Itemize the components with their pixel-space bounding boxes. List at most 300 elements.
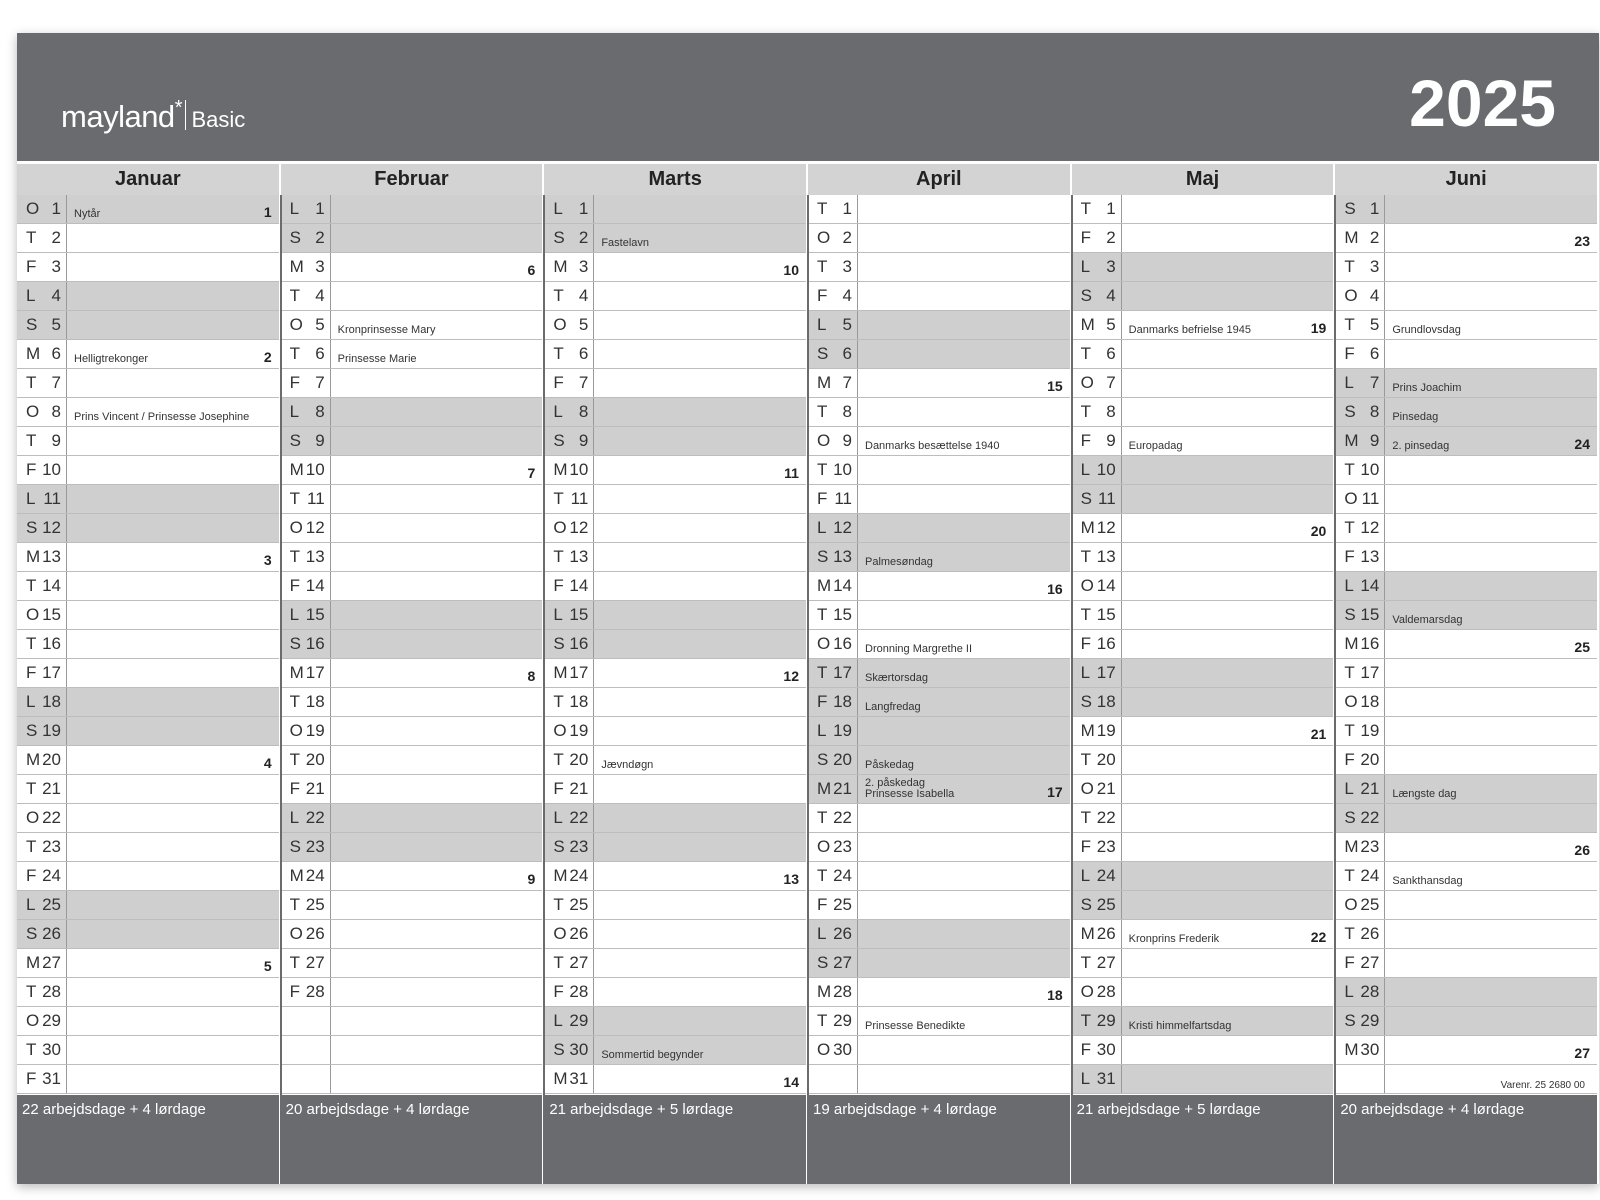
event-cell	[67, 311, 279, 339]
weekday-letter: T	[553, 286, 564, 305]
event-cell	[1122, 717, 1334, 745]
date-cell	[281, 1065, 331, 1093]
weekday-letter: M	[289, 460, 304, 479]
event-cell	[594, 978, 806, 1006]
day-row	[17, 369, 279, 398]
day-number: 15	[1360, 605, 1380, 624]
event-cell	[331, 1036, 543, 1064]
day-row	[1335, 253, 1597, 282]
day-row	[544, 224, 806, 253]
date-cell	[808, 282, 858, 310]
date-cell	[17, 891, 67, 919]
date-cell	[1072, 630, 1122, 658]
day-row	[17, 688, 279, 717]
event-cell	[1122, 195, 1334, 223]
day-number: 10	[1096, 460, 1116, 479]
date-cell	[544, 282, 594, 310]
event-cell	[858, 224, 1070, 252]
day-row	[281, 920, 543, 949]
weekday-letter: T	[817, 808, 828, 827]
day-row	[17, 311, 279, 340]
day-number: 3	[1106, 257, 1116, 276]
day-number: 6	[1106, 344, 1116, 363]
date-cell	[544, 514, 594, 542]
day-number: 7	[315, 373, 325, 392]
day-row	[17, 601, 279, 630]
weekday-letter: M	[553, 460, 568, 479]
day-number: 18	[833, 692, 852, 711]
weekday-letter: T	[289, 895, 301, 914]
date-cell	[544, 601, 594, 629]
date-cell	[544, 195, 594, 223]
day-number: 20	[42, 750, 61, 769]
day-number: 5	[51, 315, 61, 334]
day-number: 5	[578, 315, 589, 334]
event-cell	[67, 804, 279, 832]
date-cell	[17, 195, 67, 223]
weekday-letter: F	[26, 460, 37, 479]
workday-summary: 20 arbejdsdage + 4 lørdage	[1340, 1101, 1525, 1118]
week-number: 4	[263, 755, 272, 771]
event-cell	[858, 485, 1070, 513]
event-cell	[594, 601, 806, 629]
date-cell	[544, 833, 594, 861]
day-number: 26	[305, 924, 325, 943]
event-cell	[331, 630, 543, 658]
month-column	[1072, 161, 1334, 1184]
day-row	[1072, 746, 1334, 775]
date-cell	[544, 978, 594, 1006]
day-row	[808, 514, 1070, 543]
day-number: 11	[1098, 489, 1116, 508]
date-cell	[1335, 311, 1385, 339]
day-row	[1335, 659, 1597, 688]
event-text: Danmarks besættelse 1940	[865, 440, 1000, 452]
event-cell	[858, 1065, 1070, 1093]
weekday-letter: T	[817, 1011, 828, 1030]
weekday-letter: T	[1344, 866, 1355, 885]
date-cell	[1335, 224, 1385, 252]
day-row	[544, 978, 806, 1007]
date-cell	[808, 369, 858, 397]
event-cell	[594, 485, 806, 513]
weekday-letter: S	[1344, 1011, 1356, 1030]
day-row	[281, 1036, 543, 1065]
column-divider	[280, 195, 282, 1184]
day-row	[1335, 1036, 1597, 1065]
event-cell	[1385, 659, 1597, 687]
day-row	[1072, 688, 1334, 717]
day-number: 24	[42, 866, 61, 885]
day-number: 18	[1096, 692, 1116, 711]
day-row	[281, 775, 543, 804]
date-cell	[281, 1036, 331, 1064]
event-cell	[1385, 717, 1597, 745]
day-number: 9	[842, 431, 852, 450]
event-cell	[1122, 514, 1334, 542]
day-row	[17, 891, 279, 920]
weekday-letter: F	[1080, 228, 1092, 247]
week-number: 24	[1574, 436, 1590, 452]
day-row	[1072, 398, 1334, 427]
event-cell	[858, 804, 1070, 832]
column-divider	[1334, 195, 1336, 1184]
event-cell	[1122, 630, 1334, 658]
weekday-letter: F	[26, 663, 37, 682]
weekday-letter: T	[1344, 663, 1355, 682]
date-cell	[1335, 195, 1385, 223]
date-cell	[1335, 804, 1385, 832]
day-number: 17	[833, 663, 852, 682]
day-row	[1335, 195, 1597, 224]
event-text: Længste dag	[1392, 788, 1457, 800]
week-number: 23	[1574, 233, 1590, 249]
weekday-letter: F	[1344, 750, 1355, 769]
date-cell	[17, 398, 67, 426]
weekday-letter: L	[1344, 576, 1354, 595]
date-cell	[544, 456, 594, 484]
date-cell	[544, 717, 594, 745]
date-cell	[17, 224, 67, 252]
event-cell	[67, 224, 279, 252]
day-number: 21	[1096, 779, 1116, 798]
weekday-letter: S	[289, 228, 301, 247]
date-cell	[17, 717, 67, 745]
day-number: 9	[1106, 431, 1116, 450]
day-row	[1072, 920, 1334, 949]
event-text: Skærtorsdag	[865, 672, 928, 684]
event-cell	[858, 630, 1070, 658]
event-cell	[67, 485, 279, 513]
weekday-letter: M	[26, 344, 41, 363]
event-text	[865, 778, 954, 800]
weekday-letter: L	[26, 489, 36, 508]
weekday-letter: L	[26, 895, 36, 914]
event-cell	[67, 1036, 279, 1064]
day-row	[544, 1036, 806, 1065]
week-number: 8	[527, 668, 536, 684]
date-cell	[1072, 543, 1122, 571]
weekday-letter: O	[817, 837, 831, 856]
weekday-letter: T	[1080, 1011, 1092, 1030]
day-row	[17, 224, 279, 253]
day-number: 10	[569, 460, 589, 479]
event-cell	[1385, 427, 1597, 455]
weekday-letter: O	[553, 518, 567, 537]
weekday-letter: M	[553, 257, 568, 276]
weekday-letter: L	[1344, 779, 1354, 798]
event-cell	[858, 1007, 1070, 1035]
column-divider	[543, 195, 545, 1184]
day-row	[808, 427, 1070, 456]
event-cell	[1385, 949, 1597, 977]
day-row	[808, 833, 1070, 862]
day-number: 9	[578, 431, 589, 450]
brand-logo	[61, 99, 245, 135]
event-line: Prinsesse Isabella	[865, 788, 955, 800]
day-list	[17, 195, 279, 1095]
date-cell	[1072, 746, 1122, 774]
day-number: 13	[42, 547, 61, 566]
weekday-letter: T	[26, 228, 37, 247]
weekday-letter: F	[817, 692, 828, 711]
weekday-letter: O	[26, 605, 40, 624]
weekday-letter: T	[26, 576, 37, 595]
event-text: Kronprins Frederik	[1128, 933, 1220, 945]
event-cell	[67, 630, 279, 658]
weekday-letter: S	[553, 228, 565, 247]
event-cell	[858, 456, 1070, 484]
day-row	[544, 398, 806, 427]
day-number: 20	[1096, 750, 1116, 769]
weekday-letter: M	[1344, 431, 1359, 450]
date-cell	[1335, 920, 1385, 948]
day-row	[808, 456, 1070, 485]
date-cell	[1335, 601, 1385, 629]
day-number: 7	[1106, 373, 1116, 392]
day-number: 16	[833, 634, 852, 653]
event-cell	[1385, 746, 1597, 774]
day-number: 13	[1360, 547, 1380, 566]
event-cell	[1385, 514, 1597, 542]
weekday-letter: M	[26, 750, 41, 769]
date-cell	[808, 485, 858, 513]
day-number: 6	[315, 344, 325, 363]
day-row	[17, 195, 279, 224]
weekday-letter: O	[1080, 779, 1094, 798]
day-number: 16	[42, 634, 61, 653]
date-cell	[544, 572, 594, 600]
day-row	[1335, 1065, 1597, 1094]
day-number: 10	[42, 460, 61, 479]
day-row	[1072, 862, 1334, 891]
month-column	[17, 161, 279, 1184]
day-row	[1335, 398, 1597, 427]
day-number: 27	[305, 953, 325, 972]
date-cell	[544, 659, 594, 687]
event-cell	[1122, 601, 1334, 629]
date-cell	[281, 572, 331, 600]
date-cell	[281, 862, 331, 890]
day-row	[1335, 340, 1597, 369]
day-number: 25	[305, 895, 325, 914]
day-row	[281, 253, 543, 282]
day-row	[281, 688, 543, 717]
day-number: 8	[51, 402, 61, 421]
day-row	[281, 833, 543, 862]
event-cell	[331, 224, 543, 252]
day-number: 2	[315, 228, 325, 247]
date-cell	[544, 775, 594, 803]
event-text: 2. pinsedag	[1392, 440, 1450, 452]
weekday-letter: F	[553, 576, 564, 595]
day-number: 8	[1369, 402, 1380, 421]
day-number: 12	[833, 518, 852, 537]
week-number: 15	[1047, 378, 1063, 394]
day-row	[1335, 920, 1597, 949]
day-number: 15	[1096, 605, 1116, 624]
weekday-letter: S	[817, 547, 829, 566]
date-cell	[808, 804, 858, 832]
weekday-letter: O	[26, 402, 40, 421]
day-row	[544, 369, 806, 398]
day-list	[281, 195, 543, 1095]
event-cell	[594, 427, 806, 455]
event-cell	[1122, 282, 1334, 310]
event-cell	[331, 746, 543, 774]
day-row	[1072, 340, 1334, 369]
day-number: 18	[569, 692, 589, 711]
day-row	[1072, 456, 1334, 485]
weekday-letter: F	[553, 373, 564, 392]
date-cell	[1335, 427, 1385, 455]
event-cell	[331, 311, 543, 339]
day-number: 16	[569, 634, 589, 653]
day-number: 1	[578, 199, 589, 218]
day-row	[1072, 601, 1334, 630]
day-list	[808, 195, 1070, 1095]
event-cell	[858, 253, 1070, 281]
date-cell	[281, 717, 331, 745]
date-cell	[17, 456, 67, 484]
weekday-letter: T	[1080, 808, 1092, 827]
date-cell	[544, 1036, 594, 1064]
date-cell	[17, 514, 67, 542]
date-cell	[808, 630, 858, 658]
event-cell	[594, 949, 806, 977]
date-cell	[1335, 572, 1385, 600]
day-row	[1335, 978, 1597, 1007]
event-cell	[1122, 427, 1334, 455]
event-text: Pinsedag	[1392, 411, 1439, 423]
date-cell	[17, 543, 67, 571]
date-cell	[1335, 891, 1385, 919]
day-number: 19	[1096, 721, 1116, 740]
weekday-letter: L	[26, 286, 36, 305]
day-number: 3	[1369, 257, 1380, 276]
date-cell	[808, 1007, 858, 1035]
month-column	[1335, 161, 1597, 1184]
day-number: 24	[833, 866, 852, 885]
weekday-letter: L	[817, 924, 827, 943]
day-row	[1335, 1007, 1597, 1036]
date-cell	[1072, 253, 1122, 281]
weekday-letter: M	[817, 982, 832, 1001]
date-cell	[17, 601, 67, 629]
week-number: 20	[1310, 523, 1327, 539]
day-number: 25	[1360, 895, 1380, 914]
column-divider	[1071, 195, 1073, 1184]
date-cell	[808, 456, 858, 484]
weekday-letter: M	[289, 866, 304, 885]
weekday-letter: F	[289, 982, 301, 1001]
event-cell	[67, 949, 279, 977]
weekday-letter: T	[289, 547, 301, 566]
day-row	[808, 978, 1070, 1007]
day-number: 11	[570, 489, 589, 508]
month-column	[281, 161, 543, 1184]
day-row	[808, 253, 1070, 282]
date-cell	[281, 1007, 331, 1035]
date-cell	[1072, 659, 1122, 687]
day-number: 24	[305, 866, 325, 885]
event-cell	[331, 572, 543, 600]
event-cell	[1385, 572, 1597, 600]
weekday-letter: T	[553, 750, 564, 769]
event-cell	[594, 340, 806, 368]
event-cell	[1122, 746, 1334, 774]
day-number: 3	[315, 257, 325, 276]
date-cell	[281, 485, 331, 513]
day-number: 8	[578, 402, 589, 421]
weekday-letter: S	[289, 634, 301, 653]
day-row	[17, 949, 279, 978]
weekday-letter: T	[1080, 199, 1092, 218]
event-cell	[1122, 456, 1334, 484]
day-number: 4	[315, 286, 325, 305]
weekday-letter: T	[289, 344, 301, 363]
event-cell	[331, 398, 543, 426]
event-cell	[331, 804, 543, 832]
event-cell	[1385, 978, 1597, 1006]
event-cell	[331, 949, 543, 977]
date-cell	[281, 282, 331, 310]
week-number: 1	[263, 204, 272, 220]
weekday-letter: F	[289, 373, 301, 392]
event-cell	[858, 195, 1070, 223]
weekday-letter: F	[553, 779, 564, 798]
day-number: 14	[305, 576, 325, 595]
event-cell	[858, 746, 1070, 774]
weekday-letter: F	[1080, 431, 1092, 450]
event-cell	[67, 456, 279, 484]
week-number: 9	[527, 871, 536, 887]
day-row	[1335, 833, 1597, 862]
event-cell	[331, 601, 543, 629]
date-cell	[281, 775, 331, 803]
day-number: 17	[569, 663, 589, 682]
date-cell	[1335, 398, 1385, 426]
day-number: 24	[569, 866, 589, 885]
date-cell	[1072, 804, 1122, 832]
day-number: 14	[569, 576, 589, 595]
date-cell	[281, 456, 331, 484]
day-number: 26	[833, 924, 852, 943]
day-row	[544, 717, 806, 746]
weekday-letter: F	[1344, 547, 1355, 566]
event-cell	[67, 601, 279, 629]
month-column	[808, 161, 1070, 1184]
week-number: 13	[783, 871, 799, 887]
day-number: 23	[569, 837, 589, 856]
day-row	[1335, 717, 1597, 746]
date-cell	[1072, 485, 1122, 513]
day-row	[544, 804, 806, 833]
year-title: 2025	[1409, 66, 1556, 140]
date-cell	[544, 485, 594, 513]
date-cell	[1072, 398, 1122, 426]
event-cell	[858, 775, 1070, 803]
weekday-letter: T	[1080, 750, 1092, 769]
event-cell	[67, 920, 279, 948]
day-row	[17, 340, 279, 369]
date-cell	[17, 804, 67, 832]
month-header: Juni	[1335, 161, 1597, 195]
event-cell	[331, 514, 543, 542]
date-cell	[808, 195, 858, 223]
date-cell	[544, 543, 594, 571]
date-cell	[17, 369, 67, 397]
